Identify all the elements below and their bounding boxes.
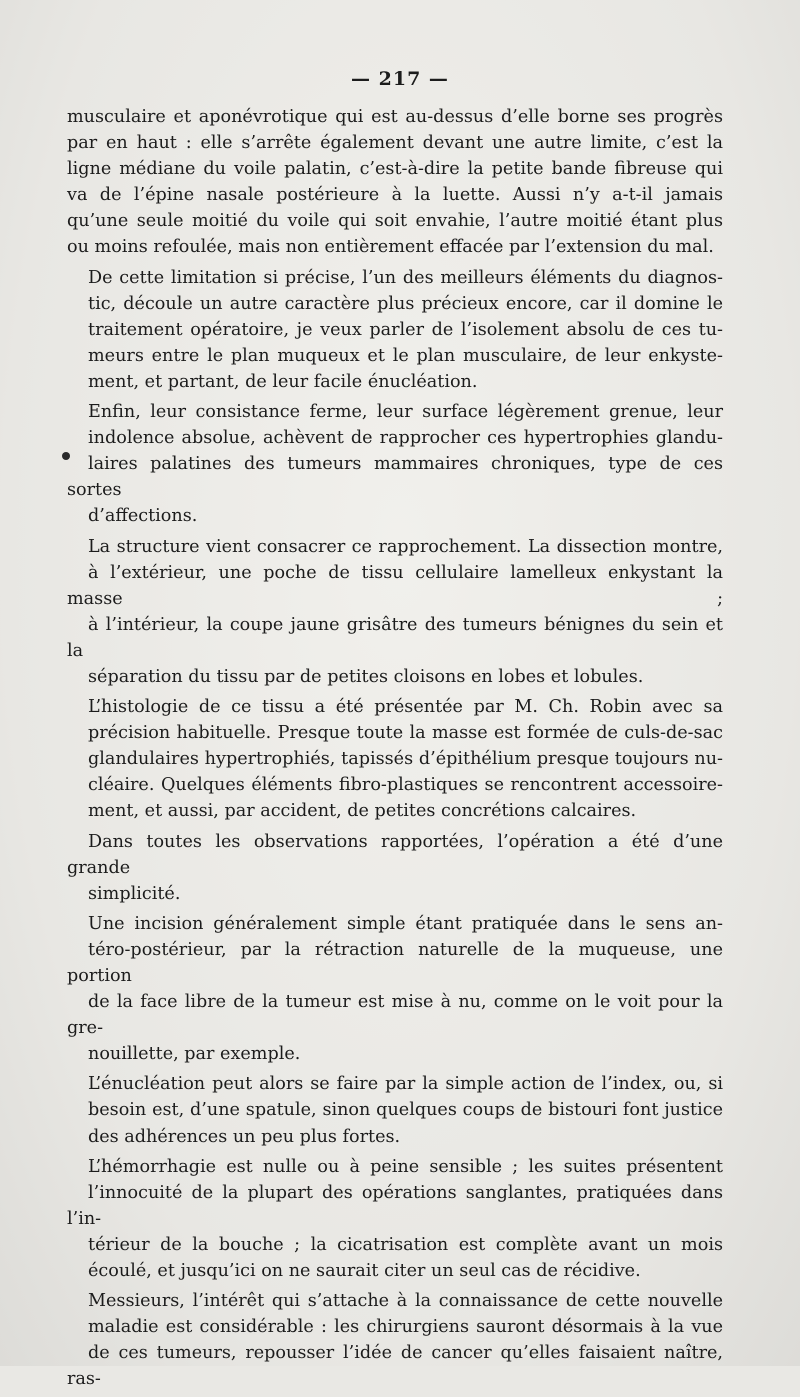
ink-speck xyxy=(62,452,70,460)
text-line: téro-postérieur, par la rétraction naturelle de la muqueuse, une portion xyxy=(67,939,723,986)
text-line: La structure vient consacrer ce rapprochement. La dissection montre, xyxy=(88,536,723,557)
paragraph-6 xyxy=(67,829,723,907)
text-line: Dans toutes les observations rapportées, l’opération a été d’une grande xyxy=(67,831,723,878)
text-line: indolence absolue, achèvent de rapprocher ces hypertrophies glandu- xyxy=(88,428,723,449)
text-line: à l’intérieur, la coupe jaune grisâtre des tumeurs bénignes du sein et la xyxy=(67,614,723,661)
text-line: cléaire. Quelques éléments fibro-plastiques se rencontrent accessoire- xyxy=(88,775,723,796)
body-text xyxy=(67,104,723,1397)
text-line: L’histologie de ce tissu a été présentée par M. Ch. Robin avec sa xyxy=(88,697,723,718)
page-number: — 217 — xyxy=(351,68,449,90)
text-line: ment, et aussi, par accident, de petites concrétions calcaires. xyxy=(88,801,637,822)
text-line: de la face libre de la tumeur est mise à nu, comme on le voit pour la gre- xyxy=(67,992,723,1039)
paragraph-7 xyxy=(67,911,723,1068)
text-line: ou moins refoulée, mais non entièrement effacée par l’extension du mal. xyxy=(67,237,714,258)
paragraph-9 xyxy=(67,1154,723,1284)
text-line: laires palatines des tumeurs mammaires chroniques, type de ces sortes xyxy=(67,454,723,501)
text-line: Enfin, leur consistance ferme, leur surface légèrement grenue, leur xyxy=(88,402,723,423)
paragraph-3 xyxy=(67,399,723,529)
text-line: besoin est, d’une spatule, sinon quelques coups de bistouri font justice xyxy=(88,1100,723,1121)
text-line: L’hémorrhagie est nulle ou à peine sensible ; les suites présentent xyxy=(88,1156,723,1177)
text-line: ment, et partant, de leur facile énucléation. xyxy=(88,371,478,392)
text-line: précision habituelle. Presque toute la masse est formée de culs-de-sac xyxy=(88,723,723,744)
text-line: De cette limitation si précise, l’un des meilleurs éléments du diagnos- xyxy=(88,267,723,288)
text-line: nouillette, par exemple. xyxy=(88,1044,301,1065)
text-line: maladie est considérable : les chirurgiens sauront désormais à la vue xyxy=(88,1317,723,1338)
text-line: térieur de la bouche ; la cicatrisation est complète avant un mois xyxy=(88,1234,723,1255)
paragraph-2 xyxy=(67,265,723,395)
text-line: Une incision généralement simple étant pratiquée dans le sens an- xyxy=(88,913,723,934)
paragraph-8 xyxy=(67,1071,723,1149)
text-line: tic, découle un autre caractère plus précieux encore, car il domine le xyxy=(88,293,723,314)
text-line: par en haut : elle s’arrête également devant une autre limite, c’est la xyxy=(67,133,723,154)
text-line: ligne médiane du voile palatin, c’est-à-dire la petite bande fibreuse qui xyxy=(67,159,723,180)
paragraph-5 xyxy=(67,694,723,824)
text-line: séparation du tissu par de petites cloisons en lobes et lobules. xyxy=(88,666,644,687)
paragraph-4 xyxy=(67,534,723,691)
text-line: d’affections. xyxy=(88,506,198,527)
paragraph-10 xyxy=(67,1288,723,1392)
text-line: l’innocuité de la plupart des opérations sanglantes, pratiquées dans l’in- xyxy=(67,1182,723,1229)
text-line: à l’extérieur, une poche de tissu cellulaire lamelleux enkystant la masse ; xyxy=(67,562,723,609)
text-line: meurs entre le plan muqueux et le plan musculaire, de leur enkyste- xyxy=(88,345,723,366)
text-line: traitement opératoire, je veux parler de l’isolement absolu de ces tu- xyxy=(88,319,723,340)
text-line: Messieurs, l’intérêt qui s’attache à la connaissance de cette nouvelle xyxy=(88,1291,723,1312)
text-line: va de l’épine nasale postérieure à la luette. Aussi n’y a-t-il jamais xyxy=(67,185,723,206)
paragraph-1 xyxy=(67,104,723,261)
text-line: écoulé, et jusqu’ici on ne saurait citer un seul cas de récidive. xyxy=(88,1261,641,1282)
text-line: qu’une seule moitié du voile qui soit envahie, l’autre moitié étant plus xyxy=(67,211,723,232)
text-line: musculaire et aponévrotique qui est au-dessus d’elle borne ses progrès xyxy=(67,107,723,127)
text-line: de ces tumeurs, repousser l’idée de cancer qu’elles faisaient naître, ras- xyxy=(67,1343,723,1390)
text-line: simplicité. xyxy=(88,883,181,904)
text-line: des adhérences un peu plus fortes. xyxy=(88,1126,401,1147)
text-line: L’énucléation peut alors se faire par la simple action de l’index, ou, si xyxy=(88,1074,723,1095)
text-line: glandulaires hypertrophiés, tapissés d’épithélium presque toujours nu- xyxy=(88,749,723,770)
